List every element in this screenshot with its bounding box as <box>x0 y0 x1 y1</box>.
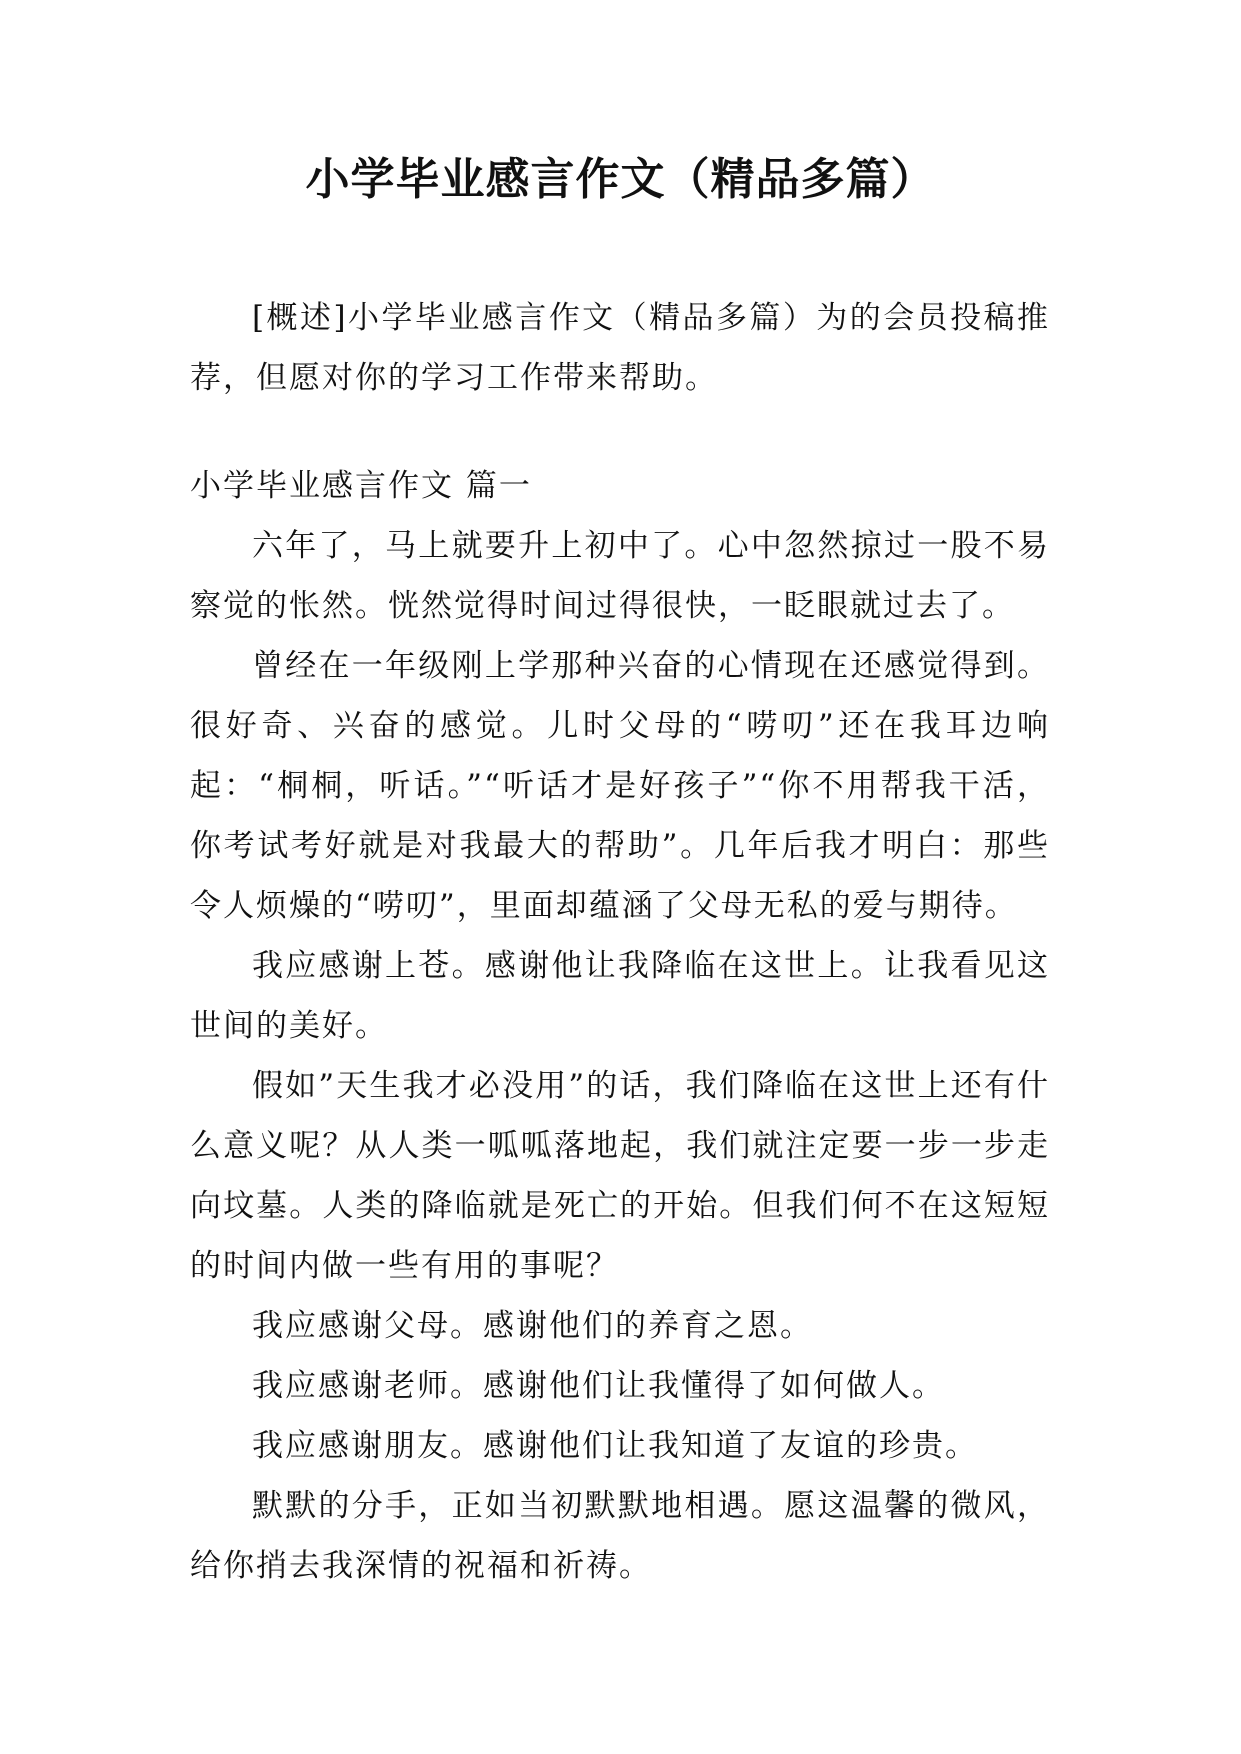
paragraph-2: 曾经在一年级刚上学那种兴奋的心情现在还感觉得到。很好奇、兴奋的感觉。儿时父母的“唠叨”还在我耳边响起：“桐桐，听话。”“听话才是好孩子”“你不用帮我干活，你考试考好就是对我最大的帮助”。几年后我才明白：那些令人烦燥的“唠叨”，里面却蕴涵了父母无私的爱与期待。 <box>190 648 1050 924</box>
paragraph-3: 我应感谢上苍。感谢他让我降临在这世上。让我看见这世间的美好。 <box>190 948 1050 1044</box>
paragraph-1: 六年了，马上就要升上初中了。心中忽然掠过一股不易察觉的怅然。恍然觉得时间过得很快，一眨眼就过去了。 <box>190 528 1050 624</box>
paragraph-4: 假如”天生我才必没用”的话，我们降临在这世上还有什么意义呢？从人类一呱呱落地起，我们就注定要一步一步走向坟墓。人类的降临就是死亡的开始。但我们何不在这短短的时间内做一些有用的事呢？ <box>190 1068 1050 1284</box>
paragraph-5: 我应感谢父母。感谢他们的养育之恩。 <box>252 1308 813 1344</box>
spacer <box>190 408 1050 456</box>
paragraph-8: 默默的分手，正如当初默默地相遇。愿这温馨的微风，给你捎去我深情的祝福和祈祷。 <box>190 1488 1050 1584</box>
section-heading: 小学毕业感言作文 篇一 <box>190 468 532 504</box>
paragraph-6: 我应感谢老师。感谢他们让我懂得了如何做人。 <box>252 1368 945 1404</box>
document-title: 小学毕业感言作文（精品多篇） <box>305 154 936 205</box>
document-body <box>190 288 1050 1596</box>
summary-paragraph: [概述]小学毕业感言作文（精品多篇）为的会员投稿推荐，但愿对你的学习工作带来帮助。 <box>190 300 1050 396</box>
paragraph-7: 我应感谢朋友。感谢他们让我知道了友谊的珍贵。 <box>252 1428 978 1464</box>
